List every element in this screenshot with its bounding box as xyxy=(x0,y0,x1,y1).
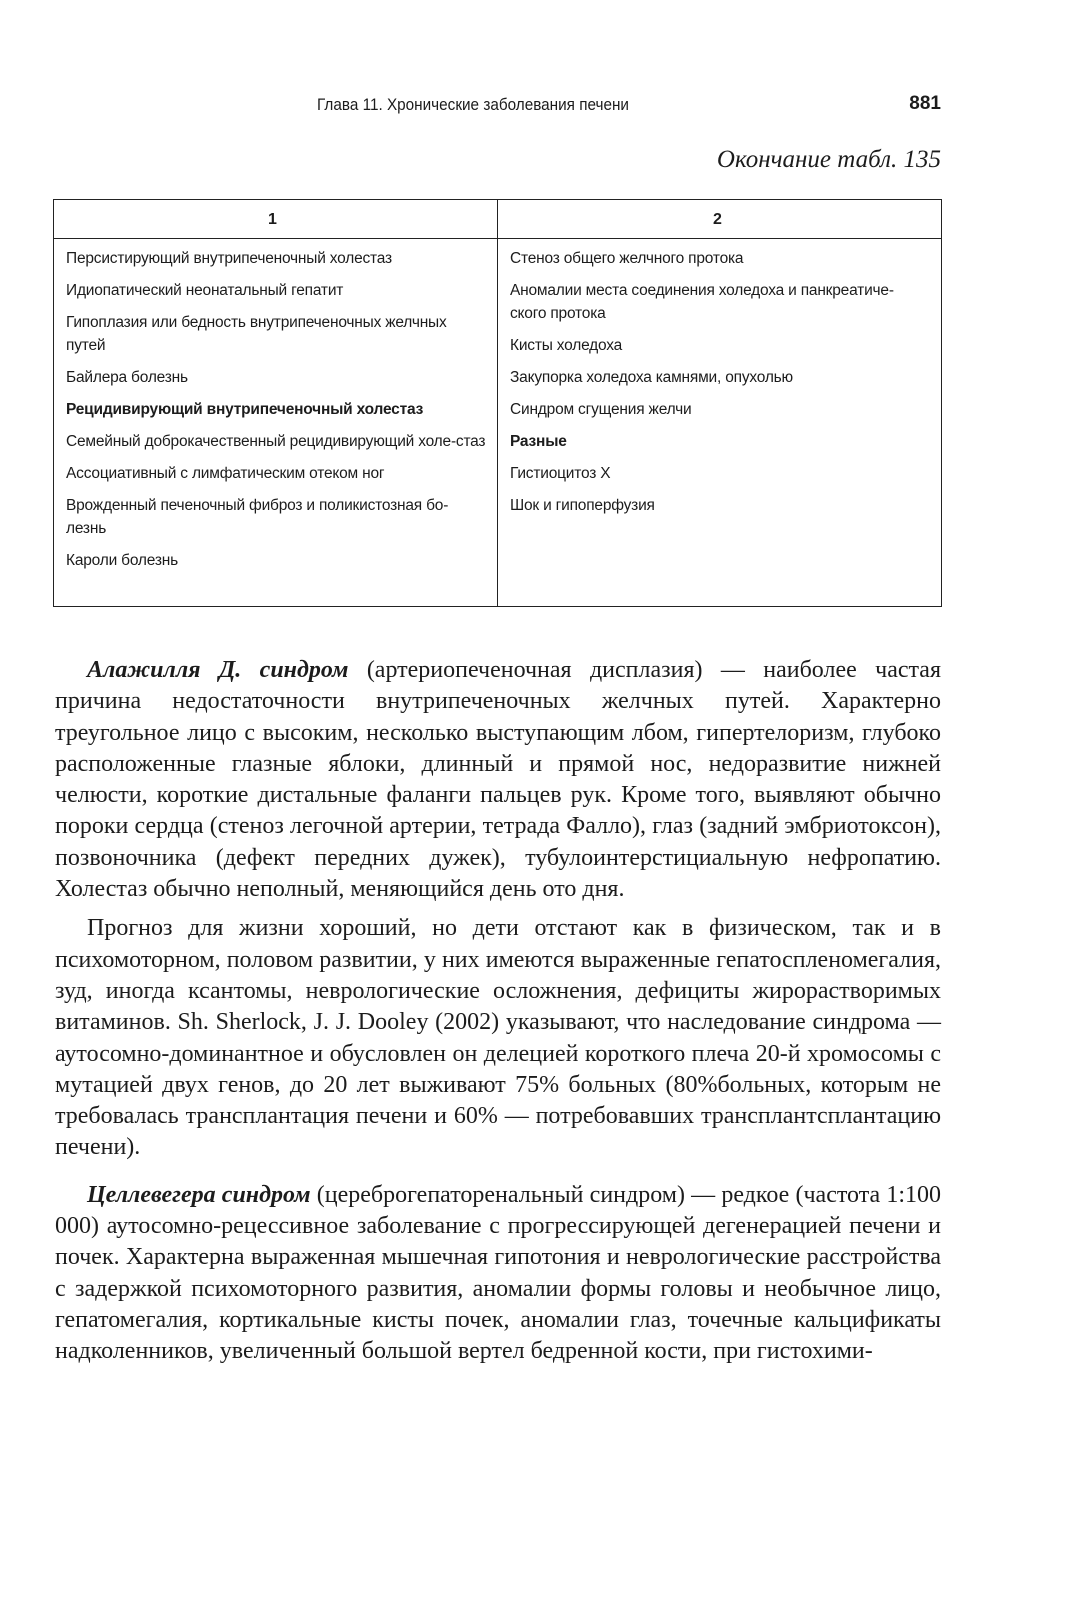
paragraph-alagille xyxy=(55,655,941,905)
table-col1-header: 1 xyxy=(268,211,277,228)
table-cell: Закупорка холедоха камнями, опухолью xyxy=(510,369,793,386)
table-cell: Врожденный печеночный фиброз и поликистозная бо-лезнь xyxy=(66,497,449,537)
table-column-1 xyxy=(66,247,486,581)
table-column-2 xyxy=(510,247,930,526)
table-cell: Идиопатический неонатальный гепатит xyxy=(66,282,344,299)
table-section-heading: Рецидивирующий внутрипеченочный холестаз xyxy=(66,401,424,418)
paragraph-zellweger xyxy=(55,1180,941,1368)
term-alagille: Алажилля Д. синдром xyxy=(87,657,349,683)
chapter-title: Глава 11. Хронические заболевания печени xyxy=(317,95,629,114)
table-cell: Шок и гипоперфузия xyxy=(510,497,655,514)
table-cell: Кароли болезнь xyxy=(66,552,178,569)
table-cell: Персистирующий внутрипеченочный холестаз xyxy=(66,250,392,267)
table-column-divider xyxy=(497,200,498,606)
table-cell: Ассоциативный с лимфатическим отеком ног xyxy=(66,465,385,482)
table-cell: Семейный доброкачественный рецидивирующий холе-стаз xyxy=(66,433,486,450)
table-cell: Гипоплазия или бедность внутрипеченочных желчных путей xyxy=(66,314,447,354)
table-cell: Байлера болезнь xyxy=(66,369,188,386)
running-head xyxy=(55,93,941,123)
table-cell: Аномалии места соединения холедоха и панкреатиче-ского протока xyxy=(510,282,894,322)
paragraph-prognosis xyxy=(55,913,941,1163)
paragraph-text: (цереброгепаторенальный синдром) — редкое (частота 1:100 000) аутосомно-рецессивное заболевание с прогрессирующей дегенерацией печени и почек. Характерна выраженная мышечная гипотония и неврологические расстройства с задержкой психомоторного развития, аномалии формы головы и необычное лицо, гепатомегалия, кортикальные кисты почек, аномалии глаз, точечные кальцификаты надколенников, увеличенный большой вертел бедренной кости, при гистохими- xyxy=(55,1181,942,1365)
table-cell: Стеноз общего желчного протока xyxy=(510,250,744,267)
page-number: 881 xyxy=(909,93,941,114)
table-section-heading: Разные xyxy=(510,433,567,450)
table-cell: Синдром сгущения желчи xyxy=(510,401,692,418)
table-col2-header: 2 xyxy=(713,211,722,228)
body-text xyxy=(55,647,941,1368)
paragraph-text: (артериопеченочная дисплазия) — наиболее частая причина недостаточности внутрипеченочных желчных путей. Характерно треугольное лицо с высоким, несколько выступающим лбом, гипертелоризм, глубоко расположенные глазные яблоки, длинный и прямой нос, недоразвитие нижней челюсти, короткие дистальные фаланги пальцев рук. Кроме того, выявляют обычно пороки сердца (стеноз легочной артерии, тетрада Фалло), глаз (задний эмбриотоксон), позвоночника (дефект передних дужек), тубулоинтерстициальную нефропатию. Холестаз обычно неполный, меняющийся день ото дня. xyxy=(55,657,941,903)
table-cell: Кисты холедоха xyxy=(510,337,623,354)
data-table xyxy=(53,199,942,607)
paragraph-text: Прогноз для жизни хороший, но дети отстают как в физическом, так и в психомоторном, половом развитии, у них имеются выраженные гепатоспленомегалия, зуд, иногда ксантомы, неврологические осложнения, дефициты жирорастворимых витаминов. Sh. Sherlock, J. J. Dooley (2002) указывают, что наследование синдрома — аутосомно-доминантное и обусловлен он делецией короткого плеча 20-й хромосомы с мутацией двух генов, до 20 лет выживают 75% больных (80%больных, которым не требовалась трансплантация печени и 60% — потребовавших трансплантсплантацию печени). xyxy=(55,915,941,1161)
term-zellweger: Целлевегера синдром xyxy=(87,1181,311,1208)
table-caption: Окончание табл. 135 xyxy=(716,146,941,173)
table-cell: Гистиоцитоз X xyxy=(510,465,611,482)
